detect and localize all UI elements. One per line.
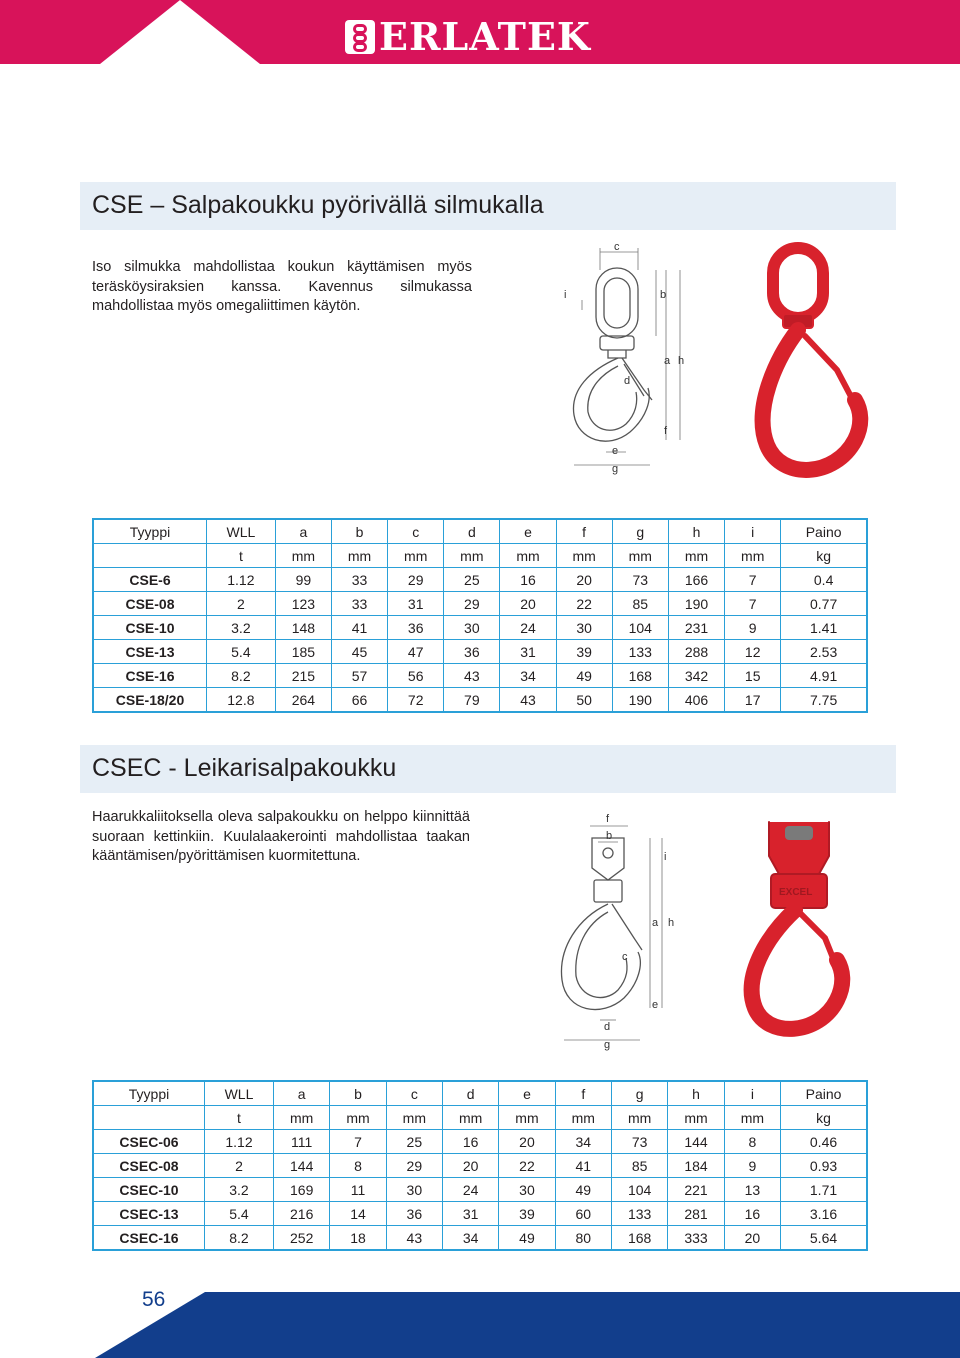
- product-type-cell: CSEC-06: [93, 1130, 205, 1154]
- cse-hook-diagram: [560, 240, 700, 480]
- value-cell: 99: [275, 568, 331, 592]
- product-type-cell: CSE-13: [93, 640, 207, 664]
- dim-label-i: i: [664, 851, 667, 863]
- table-row: [93, 592, 867, 616]
- value-cell: 0.4: [781, 568, 867, 592]
- value-cell: 7: [330, 1130, 386, 1154]
- value-cell: 80: [555, 1226, 611, 1251]
- value-cell: 22: [499, 1154, 555, 1178]
- table-row: [93, 1178, 867, 1202]
- value-cell: 12.8: [207, 688, 276, 713]
- table-row: [93, 616, 867, 640]
- value-cell: 333: [668, 1226, 724, 1251]
- value-cell: 16: [443, 1130, 499, 1154]
- col-header: d: [444, 519, 500, 544]
- table-header-row: [93, 1081, 867, 1106]
- product-type-cell: CSE-18/20: [93, 688, 207, 713]
- unit-cell: mm: [724, 1106, 780, 1130]
- value-cell: 25: [386, 1130, 442, 1154]
- table-row: [93, 1226, 867, 1251]
- value-cell: 60: [555, 1202, 611, 1226]
- value-cell: 221: [668, 1178, 724, 1202]
- header-notch: [100, 0, 260, 64]
- unit-cell: mm: [388, 544, 444, 568]
- col-header: Tyyppi: [93, 519, 207, 544]
- unit-cell: mm: [668, 544, 724, 568]
- unit-cell: mm: [556, 544, 612, 568]
- product-type-cell: CSEC-13: [93, 1202, 205, 1226]
- value-cell: 8.2: [205, 1226, 274, 1251]
- dim-label-d: d: [624, 375, 631, 387]
- table-row: [93, 1154, 867, 1178]
- value-cell: 33: [331, 592, 387, 616]
- unit-cell: t: [207, 544, 276, 568]
- value-cell: 36: [388, 616, 444, 640]
- value-cell: 39: [556, 640, 612, 664]
- value-cell: 39: [499, 1202, 555, 1226]
- value-cell: 17: [725, 688, 781, 713]
- value-cell: 12: [725, 640, 781, 664]
- value-cell: 5.4: [205, 1202, 274, 1226]
- value-cell: 144: [273, 1154, 329, 1178]
- unit-cell: kg: [781, 1106, 867, 1130]
- value-cell: 3.2: [205, 1178, 274, 1202]
- value-cell: 185: [275, 640, 331, 664]
- value-cell: 49: [555, 1178, 611, 1202]
- value-cell: 14: [330, 1202, 386, 1226]
- dim-label-b: b: [606, 830, 613, 842]
- value-cell: 1.12: [205, 1130, 274, 1154]
- value-cell: 215: [275, 664, 331, 688]
- page-number: 56: [142, 1288, 166, 1311]
- value-cell: 8.2: [207, 664, 276, 688]
- value-cell: 0.93: [781, 1154, 867, 1178]
- value-cell: 288: [668, 640, 724, 664]
- unit-cell: mm: [668, 1106, 724, 1130]
- value-cell: 7.75: [781, 688, 867, 713]
- unit-cell: mm: [443, 1106, 499, 1130]
- value-cell: 31: [388, 592, 444, 616]
- unit-cell: mm: [612, 544, 668, 568]
- value-cell: 169: [273, 1178, 329, 1202]
- value-cell: 111: [273, 1130, 329, 1154]
- product-type-cell: CSE-6: [93, 568, 207, 592]
- value-cell: 79: [444, 688, 500, 713]
- value-cell: 25: [444, 568, 500, 592]
- dim-label-h: h: [668, 917, 675, 929]
- unit-cell: mm: [386, 1106, 442, 1130]
- value-cell: 1.71: [781, 1178, 867, 1202]
- value-cell: 2.53: [781, 640, 867, 664]
- value-cell: 104: [612, 616, 668, 640]
- value-cell: 166: [668, 568, 724, 592]
- section-1-description: Iso silmukka mahdollistaa koukun käyttämisen myös teräsköysiraksien kanssa. Kavennus silmukassa mahdollistaa myös omegaliittimen käytön.: [92, 259, 472, 314]
- product-type-cell: CSE-10: [93, 616, 207, 640]
- table-units-row: [93, 544, 867, 568]
- value-cell: 34: [500, 664, 556, 688]
- unit-cell: kg: [781, 544, 867, 568]
- col-header: e: [499, 1081, 555, 1106]
- unit-cell: mm: [499, 1106, 555, 1130]
- value-cell: 7: [725, 592, 781, 616]
- value-cell: 281: [668, 1202, 724, 1226]
- section-2-header: [80, 745, 896, 793]
- value-cell: 123: [275, 592, 331, 616]
- chain-link-icon: [345, 20, 375, 54]
- value-cell: 50: [556, 688, 612, 713]
- col-header: Paino: [781, 519, 867, 544]
- col-header: Paino: [781, 1081, 867, 1106]
- col-header: h: [668, 1081, 724, 1106]
- value-cell: 29: [444, 592, 500, 616]
- value-cell: 31: [443, 1202, 499, 1226]
- col-header: f: [556, 519, 612, 544]
- dim-label-f: f: [664, 425, 668, 437]
- csec-spec-table: [92, 1080, 868, 1251]
- section-1-title: CSE – Salpakoukku pyörivällä silmukalla: [92, 191, 544, 219]
- value-cell: 41: [555, 1154, 611, 1178]
- value-cell: 0.77: [781, 592, 867, 616]
- photo-marking: EXCEL: [779, 887, 813, 898]
- value-cell: 49: [556, 664, 612, 688]
- value-cell: 144: [668, 1130, 724, 1154]
- value-cell: 29: [386, 1154, 442, 1178]
- table-row: [93, 1130, 867, 1154]
- value-cell: 24: [443, 1178, 499, 1202]
- value-cell: 133: [611, 1202, 667, 1226]
- value-cell: 24: [500, 616, 556, 640]
- col-header: i: [724, 1081, 780, 1106]
- value-cell: 30: [386, 1178, 442, 1202]
- table-row: [93, 1202, 867, 1226]
- value-cell: 133: [612, 640, 668, 664]
- section-2-title: CSEC - Leikarisalpakoukku: [92, 754, 397, 782]
- col-header: e: [500, 519, 556, 544]
- brand-name: ERLATEK: [379, 14, 591, 59]
- value-cell: 231: [668, 616, 724, 640]
- table-row: [93, 640, 867, 664]
- value-cell: 342: [668, 664, 724, 688]
- value-cell: 20: [556, 568, 612, 592]
- unit-cell: mm: [725, 544, 781, 568]
- value-cell: 20: [499, 1130, 555, 1154]
- dim-label-e: e: [652, 999, 659, 1011]
- value-cell: 36: [386, 1202, 442, 1226]
- section-2-description: Haarukkaliitoksella oleva salpakoukku on helppo kiinnittää suoraan kettinkiin. Kuulalaakerointi mahdollistaa taakan kääntämisen/pyörittämisen kuormitettuna.: [92, 809, 470, 864]
- value-cell: 1.41: [781, 616, 867, 640]
- brand-logo: [345, 14, 591, 59]
- value-cell: 216: [273, 1202, 329, 1226]
- value-cell: 184: [668, 1154, 724, 1178]
- value-cell: 190: [668, 592, 724, 616]
- value-cell: 16: [500, 568, 556, 592]
- value-cell: 73: [611, 1130, 667, 1154]
- col-header: b: [330, 1081, 386, 1106]
- value-cell: 43: [386, 1226, 442, 1251]
- unit-cell: [93, 1106, 205, 1130]
- value-cell: 20: [724, 1226, 780, 1251]
- dim-label-h: h: [678, 355, 685, 367]
- value-cell: 8: [330, 1154, 386, 1178]
- header-bar: [0, 0, 960, 64]
- value-cell: 57: [331, 664, 387, 688]
- dim-label-e: e: [612, 445, 619, 457]
- col-header: b: [331, 519, 387, 544]
- value-cell: 34: [443, 1226, 499, 1251]
- dim-label-g: g: [604, 1039, 611, 1051]
- value-cell: 406: [668, 688, 724, 713]
- value-cell: 73: [612, 568, 668, 592]
- value-cell: 85: [612, 592, 668, 616]
- dim-label-f: f: [606, 813, 610, 825]
- dim-label-a: a: [652, 917, 659, 929]
- col-header: c: [386, 1081, 442, 1106]
- dim-label-c: c: [622, 951, 628, 963]
- unit-cell: mm: [273, 1106, 329, 1130]
- unit-cell: mm: [330, 1106, 386, 1130]
- col-header: a: [273, 1081, 329, 1106]
- value-cell: 33: [331, 568, 387, 592]
- table-units-row: [93, 1106, 867, 1130]
- product-type-cell: CSE-16: [93, 664, 207, 688]
- value-cell: 168: [612, 664, 668, 688]
- value-cell: 1.12: [207, 568, 276, 592]
- value-cell: 34: [555, 1130, 611, 1154]
- csec-hook-diagram: [550, 808, 690, 1058]
- section-1-header: [80, 182, 896, 230]
- product-type-cell: CSE-08: [93, 592, 207, 616]
- value-cell: 47: [388, 640, 444, 664]
- dim-label-i: i: [564, 289, 567, 301]
- value-cell: 18: [330, 1226, 386, 1251]
- col-header: d: [443, 1081, 499, 1106]
- value-cell: 30: [499, 1178, 555, 1202]
- table-row: [93, 568, 867, 592]
- value-cell: 85: [611, 1154, 667, 1178]
- col-header: WLL: [205, 1081, 274, 1106]
- col-header: Tyyppi: [93, 1081, 205, 1106]
- value-cell: 190: [612, 688, 668, 713]
- col-header: i: [725, 519, 781, 544]
- csec-hook-photo: [735, 808, 865, 1048]
- footer-white-block: [0, 1292, 95, 1358]
- value-cell: 252: [273, 1226, 329, 1251]
- value-cell: 36: [444, 640, 500, 664]
- col-header: h: [668, 519, 724, 544]
- value-cell: 148: [275, 616, 331, 640]
- value-cell: 5.64: [781, 1226, 867, 1251]
- value-cell: 9: [725, 616, 781, 640]
- value-cell: 4.91: [781, 664, 867, 688]
- cse-hook-photo: [745, 240, 875, 490]
- value-cell: 20: [443, 1154, 499, 1178]
- col-header: g: [612, 519, 668, 544]
- table-row: [93, 664, 867, 688]
- value-cell: 13: [724, 1178, 780, 1202]
- unit-cell: mm: [500, 544, 556, 568]
- unit-cell: t: [205, 1106, 274, 1130]
- value-cell: 16: [724, 1202, 780, 1226]
- unit-cell: mm: [275, 544, 331, 568]
- col-header: g: [611, 1081, 667, 1106]
- col-header: a: [275, 519, 331, 544]
- value-cell: 30: [444, 616, 500, 640]
- unit-cell: mm: [331, 544, 387, 568]
- value-cell: 41: [331, 616, 387, 640]
- unit-cell: mm: [611, 1106, 667, 1130]
- dim-label-g: g: [612, 463, 619, 475]
- value-cell: 0.46: [781, 1130, 867, 1154]
- value-cell: 8: [724, 1130, 780, 1154]
- value-cell: 30: [556, 616, 612, 640]
- value-cell: 15: [725, 664, 781, 688]
- value-cell: 22: [556, 592, 612, 616]
- value-cell: 20: [500, 592, 556, 616]
- dim-label-b: b: [660, 289, 667, 301]
- unit-cell: mm: [555, 1106, 611, 1130]
- product-type-cell: CSEC-08: [93, 1154, 205, 1178]
- value-cell: 66: [331, 688, 387, 713]
- table-row: [93, 688, 867, 713]
- dim-label-a: a: [664, 355, 671, 367]
- value-cell: 45: [331, 640, 387, 664]
- value-cell: 7: [725, 568, 781, 592]
- unit-cell: mm: [444, 544, 500, 568]
- product-type-cell: CSEC-10: [93, 1178, 205, 1202]
- value-cell: 11: [330, 1178, 386, 1202]
- value-cell: 43: [444, 664, 500, 688]
- value-cell: 49: [499, 1226, 555, 1251]
- product-type-cell: CSEC-16: [93, 1226, 205, 1251]
- value-cell: 3.16: [781, 1202, 867, 1226]
- dim-label-d: d: [604, 1021, 611, 1033]
- table-header-row: [93, 519, 867, 544]
- col-header: f: [555, 1081, 611, 1106]
- value-cell: 31: [500, 640, 556, 664]
- value-cell: 43: [500, 688, 556, 713]
- unit-cell: [93, 544, 207, 568]
- value-cell: 264: [275, 688, 331, 713]
- value-cell: 2: [205, 1154, 274, 1178]
- value-cell: 5.4: [207, 640, 276, 664]
- value-cell: 9: [724, 1154, 780, 1178]
- value-cell: 2: [207, 592, 276, 616]
- value-cell: 72: [388, 688, 444, 713]
- col-header: WLL: [207, 519, 276, 544]
- col-header: c: [388, 519, 444, 544]
- dim-label-c: c: [614, 241, 620, 253]
- value-cell: 104: [611, 1178, 667, 1202]
- value-cell: 3.2: [207, 616, 276, 640]
- value-cell: 56: [388, 664, 444, 688]
- cse-spec-table: [92, 518, 868, 713]
- value-cell: 29: [388, 568, 444, 592]
- value-cell: 168: [611, 1226, 667, 1251]
